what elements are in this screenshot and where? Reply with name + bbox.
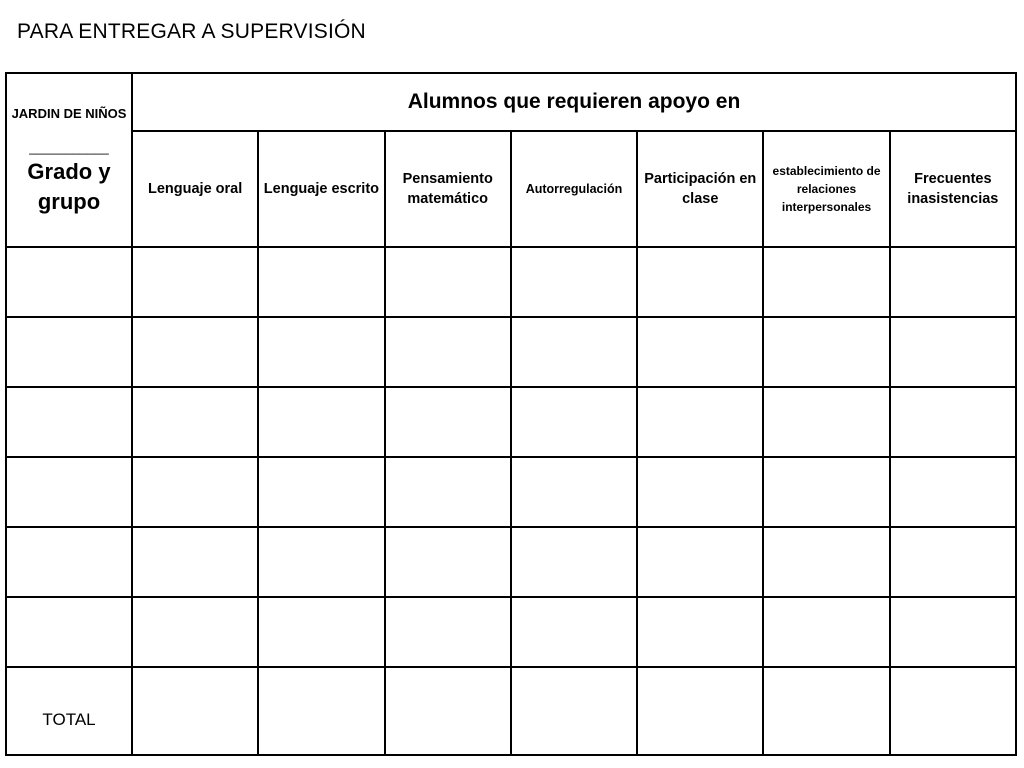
table-cell[interactable] <box>890 387 1016 457</box>
total-cell[interactable] <box>258 667 384 755</box>
column-header-frecuentes-inasistencias: Frecuentes inasistencias <box>890 131 1016 247</box>
table-cell[interactable] <box>132 527 258 597</box>
kindergarten-label: JARDIN DE NIÑOS <box>11 105 127 121</box>
table-cell[interactable] <box>258 457 384 527</box>
table-cell[interactable] <box>132 247 258 317</box>
table-cell[interactable] <box>763 387 889 457</box>
total-label: TOTAL <box>6 667 132 755</box>
table-cell[interactable] <box>511 317 637 387</box>
total-cell[interactable] <box>132 667 258 755</box>
table-cell[interactable] <box>637 527 763 597</box>
kindergarten-blank-line: ___________ <box>29 139 109 155</box>
table-cell[interactable] <box>890 597 1016 667</box>
column-header-lenguaje-escrito: Lenguaje escrito <box>258 131 384 247</box>
total-cell[interactable] <box>385 667 511 755</box>
total-cell[interactable] <box>763 667 889 755</box>
table-cell[interactable] <box>385 317 511 387</box>
table-cell[interactable] <box>763 247 889 317</box>
table-cell[interactable] <box>132 597 258 667</box>
table-cell[interactable] <box>637 597 763 667</box>
corner-header-cell <box>6 73 132 247</box>
column-header-participacion-en-clase: Participación en clase <box>637 131 763 247</box>
table-row <box>6 317 1016 387</box>
table-cell[interactable] <box>385 457 511 527</box>
table-cell[interactable] <box>763 457 889 527</box>
table-cell[interactable] <box>258 247 384 317</box>
table-cell[interactable] <box>258 317 384 387</box>
header-row-group <box>6 73 1016 131</box>
table-cell[interactable] <box>132 387 258 457</box>
table-cell[interactable] <box>511 597 637 667</box>
support-report-table <box>5 72 1017 756</box>
column-header-relaciones-interpersonales: establecimiento de relaciones interpersonales <box>763 131 889 247</box>
total-cell[interactable] <box>637 667 763 755</box>
table-cell[interactable] <box>385 387 511 457</box>
table-row <box>6 247 1016 317</box>
table-cell[interactable] <box>511 387 637 457</box>
total-cell[interactable] <box>511 667 637 755</box>
column-header-lenguaje-oral: Lenguaje oral <box>132 131 258 247</box>
header-row-categories <box>6 131 1016 247</box>
table-cell[interactable] <box>763 317 889 387</box>
table-cell[interactable] <box>637 247 763 317</box>
support-group-header: Alumnos que requieren apoyo en <box>132 73 1016 131</box>
table-cell[interactable] <box>637 387 763 457</box>
table-cell[interactable] <box>511 247 637 317</box>
total-row <box>6 667 1016 755</box>
row-label-cell[interactable] <box>6 387 132 457</box>
row-label-cell[interactable] <box>6 317 132 387</box>
table-cell[interactable] <box>385 247 511 317</box>
grade-group-label: Grado y grupo <box>27 158 111 214</box>
table-cell[interactable] <box>258 527 384 597</box>
table-cell[interactable] <box>258 597 384 667</box>
row-label-cell[interactable] <box>6 247 132 317</box>
table-cell[interactable] <box>385 597 511 667</box>
table-row <box>6 457 1016 527</box>
document-title: PARA ENTREGAR A SUPERVISIÓN <box>17 20 366 43</box>
table-cell[interactable] <box>890 247 1016 317</box>
table-cell[interactable] <box>763 527 889 597</box>
table-cell[interactable] <box>890 317 1016 387</box>
table-cell[interactable] <box>511 457 637 527</box>
table-cell[interactable] <box>132 457 258 527</box>
row-label-cell[interactable] <box>6 597 132 667</box>
column-header-pensamiento-matematico: Pensamiento matemático <box>385 131 511 247</box>
table-cell[interactable] <box>763 597 889 667</box>
table-cell[interactable] <box>890 527 1016 597</box>
column-header-autorregulacion: Autorregulación <box>511 131 637 247</box>
table-cell[interactable] <box>637 457 763 527</box>
table-cell[interactable] <box>637 317 763 387</box>
table-cell[interactable] <box>385 527 511 597</box>
table-row <box>6 597 1016 667</box>
total-cell[interactable] <box>890 667 1016 755</box>
table-row <box>6 387 1016 457</box>
table-cell[interactable] <box>132 317 258 387</box>
table-cell[interactable] <box>890 457 1016 527</box>
row-label-cell[interactable] <box>6 527 132 597</box>
table-cell[interactable] <box>511 527 637 597</box>
table-cell[interactable] <box>258 387 384 457</box>
table-row <box>6 527 1016 597</box>
row-label-cell[interactable] <box>6 457 132 527</box>
